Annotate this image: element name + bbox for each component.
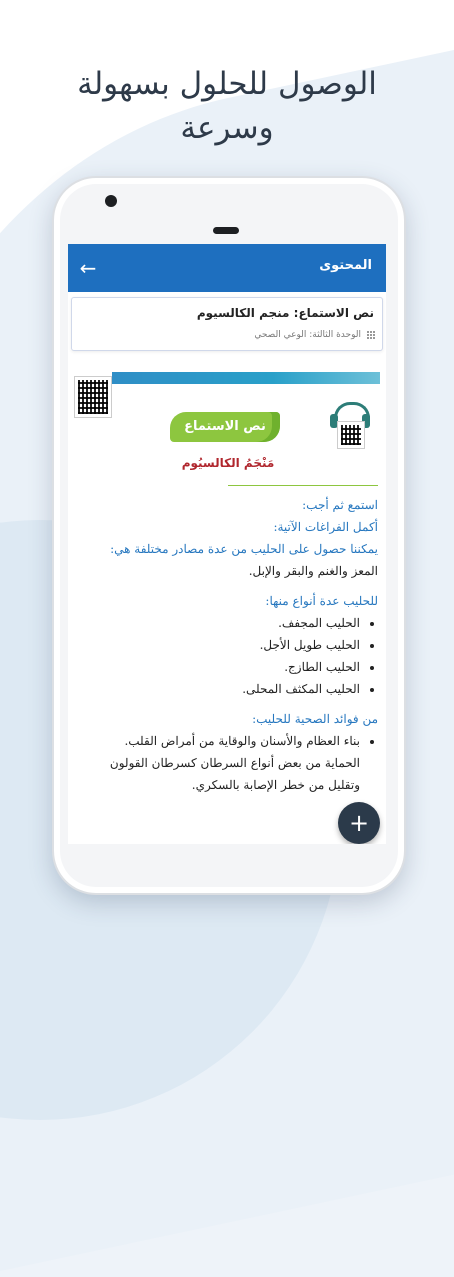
speaker-grille xyxy=(213,227,239,234)
page-header-band xyxy=(112,372,380,384)
lesson-card[interactable] xyxy=(71,297,383,351)
headline-line-2: وسرعة xyxy=(180,110,274,146)
question-sources: يمكننا حصول على الحليب من عدة مصادر مختلفة هي: xyxy=(110,542,378,556)
divider xyxy=(228,485,378,486)
instruction-fill: أكمل الفراغات الآتية: xyxy=(273,520,378,534)
list-item: الحماية من بعض أنواع السرطان كسرطان القولون xyxy=(109,756,360,770)
headline-line-1: الوصول للحلول بسهولة xyxy=(77,66,377,102)
headphones-icon[interactable] xyxy=(328,402,372,458)
qr-code-icon[interactable] xyxy=(74,376,112,418)
list-item: • الحليب المجفف. xyxy=(76,612,360,634)
benefits-list xyxy=(76,730,378,796)
question-benefits: من فوائد الصحية للحليب: xyxy=(252,712,378,726)
camera-icon xyxy=(105,195,117,207)
audio-qr-code xyxy=(337,421,365,449)
milk-types-list xyxy=(76,612,378,700)
app-bar xyxy=(68,244,386,292)
arrow-left-icon: ← xyxy=(79,256,97,280)
promo-headline xyxy=(20,62,434,150)
question-types: للحليب عدة أنواع منها: xyxy=(265,594,378,608)
instruction-listen: استمع ثم أجب: xyxy=(302,498,378,512)
phone-screen xyxy=(68,244,386,844)
list-item: • الحليب الطازج. xyxy=(76,656,360,678)
listening-badge: نص الاستماع xyxy=(170,412,280,442)
list-item: • بناء العظام والأسنان والوقاية من أمراض القلب. xyxy=(76,730,360,752)
page-body xyxy=(76,494,378,796)
add-button[interactable]: + xyxy=(338,802,380,844)
grid-icon xyxy=(365,331,374,340)
list-item: • الحليب طويل الأجل. xyxy=(76,634,360,656)
lesson-subtitle: مَنْجَمُ الكالسيُوم xyxy=(181,456,275,470)
screen-bottom xyxy=(68,834,386,844)
answer-sources: المعز والغنم والبقر والإبل. xyxy=(248,564,378,578)
lesson-unit-row xyxy=(254,330,374,340)
book-page xyxy=(68,362,386,844)
lesson-unit: الوحدة الثالثة: الوعي الصحي xyxy=(254,330,361,340)
app-bar-title: المحتوى xyxy=(319,258,372,273)
back-button[interactable] xyxy=(76,256,100,280)
list-item: • الحليب المكثف المحلى. xyxy=(76,678,360,700)
list-item: وتقليل من خطر الإصابة بالسكري. xyxy=(191,778,360,792)
lesson-title: نص الاستماع: منجم الكالسيوم xyxy=(196,306,374,320)
